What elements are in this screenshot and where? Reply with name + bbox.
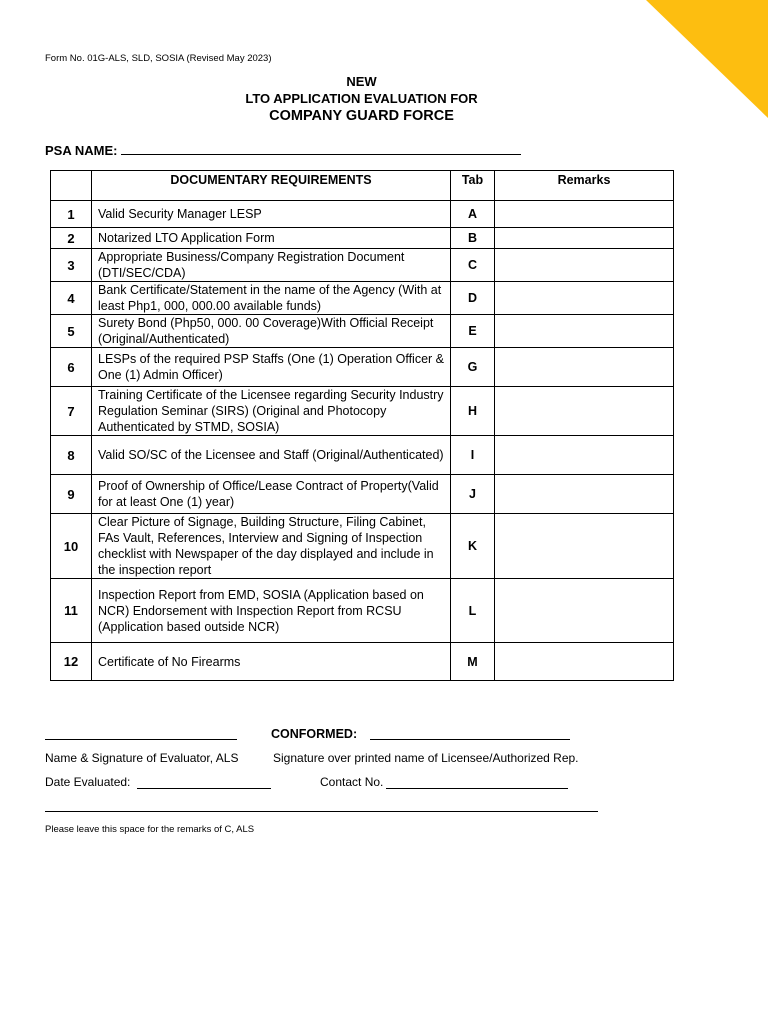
row-number: 1 <box>51 201 92 228</box>
row-number: 3 <box>51 249 92 282</box>
licensee-label: Signature over printed name of Licensee/Authorized Rep. <box>273 751 579 765</box>
remarks-cell[interactable] <box>495 514 674 579</box>
evaluator-label: Name & Signature of Evaluator, ALS <box>45 751 239 765</box>
table-row <box>51 514 674 579</box>
header-remarks: Remarks <box>495 171 674 201</box>
psa-name-label: PSA NAME: <box>45 143 118 158</box>
tab-letter: G <box>451 348 495 387</box>
table-row <box>51 643 674 681</box>
tab-letter: C <box>451 249 495 282</box>
contact-no-field[interactable] <box>386 788 568 789</box>
remarks-cell[interactable] <box>495 201 674 228</box>
requirement-text: Training Certificate of the Licensee regarding Security Industry Regulation Seminar (SIRS) (Original and Photocopy Authenticated by STMD, SOSIA) <box>92 387 451 436</box>
remarks-note: Please leave this space for the remarks of C, ALS <box>45 824 255 835</box>
row-number: 8 <box>51 436 92 475</box>
row-number: 6 <box>51 348 92 387</box>
table-row <box>51 579 674 643</box>
table-row <box>51 249 674 282</box>
table-row <box>51 201 674 228</box>
remarks-cell[interactable] <box>495 315 674 348</box>
row-number: 11 <box>51 579 92 643</box>
remarks-cell[interactable] <box>495 579 674 643</box>
contact-no-label: Contact No. <box>320 775 384 789</box>
row-number: 4 <box>51 282 92 315</box>
row-number: 12 <box>51 643 92 681</box>
requirement-text: Valid Security Manager LESP <box>92 201 451 228</box>
header-documentary-requirements: DOCUMENTARY REQUIREMENTS <box>92 171 451 201</box>
title-lto-application: LTO APPLICATION EVALUATION FOR <box>245 91 478 106</box>
requirement-text: Proof of Ownership of Office/Lease Contract of Property(Valid for at least One (1) year) <box>92 475 451 514</box>
tab-letter: D <box>451 282 495 315</box>
table-row <box>51 282 674 315</box>
conformed-label: CONFORMED: <box>271 727 358 741</box>
tab-letter: J <box>451 475 495 514</box>
tab-letter: M <box>451 643 495 681</box>
requirements-table <box>50 170 674 681</box>
requirements-body <box>51 201 674 681</box>
row-number: 9 <box>51 475 92 514</box>
date-evaluated-field[interactable] <box>137 788 271 789</box>
remarks-cell[interactable] <box>495 249 674 282</box>
remarks-cell[interactable] <box>495 282 674 315</box>
header-number <box>51 171 92 201</box>
table-header-row <box>51 171 674 201</box>
row-number: 7 <box>51 387 92 436</box>
table-row <box>51 315 674 348</box>
title-company-guard-force: COMPANY GUARD FORCE <box>269 108 454 124</box>
psa-name-row <box>45 143 521 158</box>
table-row <box>51 387 674 436</box>
requirement-text: Certificate of No Firearms <box>92 643 451 681</box>
tab-letter: L <box>451 579 495 643</box>
tab-letter: B <box>451 228 495 249</box>
date-evaluated-label: Date Evaluated: <box>45 775 131 789</box>
table-row <box>51 228 674 249</box>
remarks-line[interactable] <box>45 811 598 812</box>
conformed-signature-line[interactable] <box>370 739 570 740</box>
psa-name-field[interactable] <box>121 143 521 155</box>
tab-letter: H <box>451 387 495 436</box>
header-tab: Tab <box>451 171 495 201</box>
tab-letter: I <box>451 436 495 475</box>
remarks-cell[interactable] <box>495 436 674 475</box>
table-row <box>51 436 674 475</box>
requirement-text: Surety Bond (Php50, 000. 00 Coverage)With Official Receipt (Original/Authenticated) <box>92 315 451 348</box>
evaluator-signature-line[interactable] <box>45 739 237 740</box>
requirement-text: LESPs of the required PSP Staffs (One (1) Operation Officer & One (1) Admin Officer) <box>92 348 451 387</box>
requirement-text: Appropriate Business/Company Registration Document (DTI/SEC/CDA) <box>92 249 451 282</box>
title-new: NEW <box>346 74 377 89</box>
requirement-text: Valid SO/SC of the Licensee and Staff (Original/Authenticated) <box>92 436 451 475</box>
remarks-cell[interactable] <box>495 228 674 249</box>
row-number: 5 <box>51 315 92 348</box>
remarks-cell[interactable] <box>495 475 674 514</box>
row-number: 10 <box>51 514 92 579</box>
remarks-cell[interactable] <box>495 387 674 436</box>
form-number: Form No. 01G-ALS, SLD, SOSIA (Revised May 2023) <box>45 53 272 64</box>
remarks-cell[interactable] <box>495 643 674 681</box>
remarks-cell[interactable] <box>495 348 674 387</box>
table-row <box>51 475 674 514</box>
requirement-text: Bank Certificate/Statement in the name of the Agency (With at least Php1, 000, 000.00 available funds) <box>92 282 451 315</box>
row-number: 2 <box>51 228 92 249</box>
tab-letter: E <box>451 315 495 348</box>
requirement-text: Clear Picture of Signage, Building Structure, Filing Cabinet, FAs Vault, References, Interview and Signing of Inspection checklist with Newspaper of the day displayed and include in the inspection report <box>92 514 451 579</box>
tab-letter: K <box>451 514 495 579</box>
tab-letter: A <box>451 201 495 228</box>
table-row <box>51 348 674 387</box>
requirement-text: Inspection Report from EMD, SOSIA (Application based on NCR) Endorsement with Inspection Report from RCSU (Application based outside NCR) <box>92 579 451 643</box>
requirement-text: Notarized LTO Application Form <box>92 228 451 249</box>
